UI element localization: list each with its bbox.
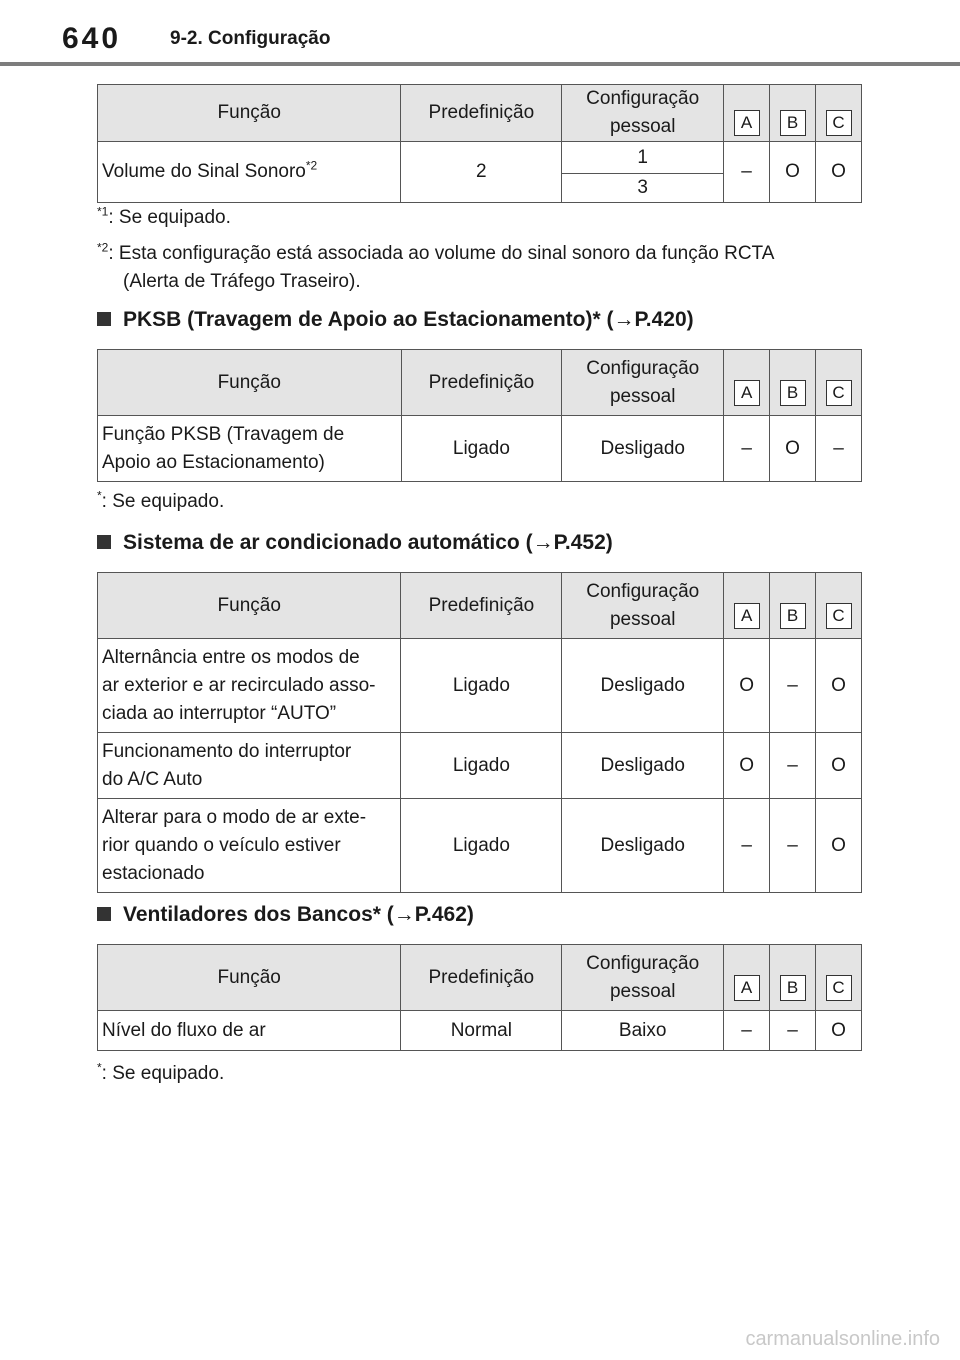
cell-a: –	[724, 1011, 770, 1051]
table-row	[98, 733, 862, 799]
col-funcao: Função	[98, 945, 401, 1011]
col-config-pessoal: Configuração pessoal	[562, 85, 724, 142]
page-number: 640	[62, 22, 122, 55]
table-row	[98, 416, 862, 482]
cell-b: O	[770, 142, 816, 203]
cell-function: Alterar para o modo de ar exte- rior quando o veículo estiver estacionado	[98, 799, 401, 893]
col-b	[770, 350, 816, 416]
page-header	[0, 0, 960, 70]
cell-function: Alternância entre os modos de ar exterior e ar recirculado asso- ciada ao interruptor “AUTO”	[98, 639, 401, 733]
col-funcao: Função	[98, 350, 402, 416]
table-row	[98, 1011, 862, 1051]
table-header-row	[98, 350, 862, 416]
badge-b: B	[780, 603, 806, 629]
cell-function: Nível do fluxo de ar	[98, 1011, 401, 1051]
col-a	[724, 573, 770, 639]
heading-ac: Sistema de ar condicionado automático (→P.452)	[97, 531, 613, 555]
col-a	[724, 350, 770, 416]
cell-a: –	[724, 416, 770, 482]
cell-default: Ligado	[401, 733, 562, 799]
cell-c: O	[816, 1011, 862, 1051]
col-b	[770, 573, 816, 639]
cell-a: –	[724, 799, 770, 893]
table-ventiladores	[97, 944, 862, 1051]
footnote-pksb: *: Se equipado.	[97, 488, 225, 512]
cell-a: –	[724, 142, 770, 203]
table-row	[98, 639, 862, 733]
table-header-row	[98, 945, 862, 1011]
section-title: 9-2. Configuração	[170, 28, 331, 49]
cell-custom	[562, 142, 724, 203]
col-funcao: Função	[98, 85, 401, 142]
cell-a: O	[724, 639, 770, 733]
cell-custom: Desligado	[562, 733, 724, 799]
custom-value-3: 3	[637, 177, 648, 198]
col-config-pessoal: Configuração pessoal	[562, 573, 724, 639]
heading-pksb: PKSB (Travagem de Apoio ao Estacionamento)* (→P.420)	[97, 308, 694, 332]
col-predefinicao: Predefinição	[401, 85, 562, 142]
badge-c: C	[826, 110, 852, 136]
col-a	[724, 945, 770, 1011]
badge-a: A	[734, 380, 760, 406]
table-row	[98, 799, 862, 893]
table-row	[98, 142, 862, 203]
watermark: carmanualsonline.info	[745, 1328, 940, 1350]
cell-function: Volume do Sinal Sonoro$^{*2}$	[98, 142, 401, 203]
col-b	[770, 85, 816, 142]
cell-b: –	[770, 733, 816, 799]
badge-c: C	[826, 380, 852, 406]
cell-default: 2	[401, 142, 562, 203]
cell-c: O	[816, 799, 862, 893]
col-c	[816, 573, 862, 639]
cell-function: Funcionamento do interruptor do A/C Auto	[98, 733, 401, 799]
cell-c: O	[816, 142, 862, 203]
cell-default: Ligado	[401, 639, 562, 733]
cell-a: O	[724, 733, 770, 799]
badge-b: B	[780, 380, 806, 406]
badge-c: C	[826, 603, 852, 629]
cell-custom: Baixo	[562, 1011, 724, 1051]
badge-a: A	[734, 110, 760, 136]
cell-c: O	[816, 639, 862, 733]
footnote-ventiladores: *: Se equipado.	[97, 1060, 225, 1084]
col-predefinicao: Predefinição	[401, 350, 562, 416]
cell-default: Ligado	[401, 799, 562, 893]
table-pksb	[97, 349, 862, 482]
cell-b: –	[770, 639, 816, 733]
badge-a: A	[734, 975, 760, 1001]
cell-custom: Desligado	[562, 799, 724, 893]
table-sound-volume	[97, 84, 862, 203]
col-predefinicao: Predefinição	[401, 573, 562, 639]
col-a	[724, 85, 770, 142]
cell-b: O	[770, 416, 816, 482]
header-rule	[0, 62, 960, 66]
bullet-square-icon	[97, 535, 111, 549]
heading-ventiladores: Ventiladores dos Bancos* (→P.462)	[97, 903, 474, 927]
badge-a: A	[734, 603, 760, 629]
badge-c: C	[826, 975, 852, 1001]
footnote-2: $^{*2}$: Esta configuração está associada ao volume do sinal sonoro da função RCTA (Alerta de Tráfego Traseiro).	[97, 240, 775, 292]
col-config-pessoal: Configuração pessoal	[562, 945, 724, 1011]
footnote-1: $^{*1}$: Se equipado.	[97, 204, 231, 228]
col-funcao: Função	[98, 573, 401, 639]
cell-function: Função PKSB (Travagem de Apoio ao Estacionamento)	[98, 416, 402, 482]
col-c	[816, 350, 862, 416]
table-header-row	[98, 85, 862, 142]
cell-default: Normal	[401, 1011, 562, 1051]
cell-custom: Desligado	[562, 639, 724, 733]
badge-b: B	[780, 110, 806, 136]
cell-default: Ligado	[401, 416, 562, 482]
cell-c: –	[816, 416, 862, 482]
col-b	[770, 945, 816, 1011]
table-header-row	[98, 573, 862, 639]
badge-b: B	[780, 975, 806, 1001]
table-ac	[97, 572, 862, 893]
col-config-pessoal: Configuração pessoal	[562, 350, 724, 416]
col-c	[816, 85, 862, 142]
col-c	[816, 945, 862, 1011]
cell-custom: Desligado	[562, 416, 724, 482]
cell-b: –	[770, 1011, 816, 1051]
cell-c: O	[816, 733, 862, 799]
cell-b: –	[770, 799, 816, 893]
bullet-square-icon	[97, 907, 111, 921]
col-predefinicao: Predefinição	[401, 945, 562, 1011]
custom-value-1: 1	[562, 142, 723, 174]
bullet-square-icon	[97, 312, 111, 326]
